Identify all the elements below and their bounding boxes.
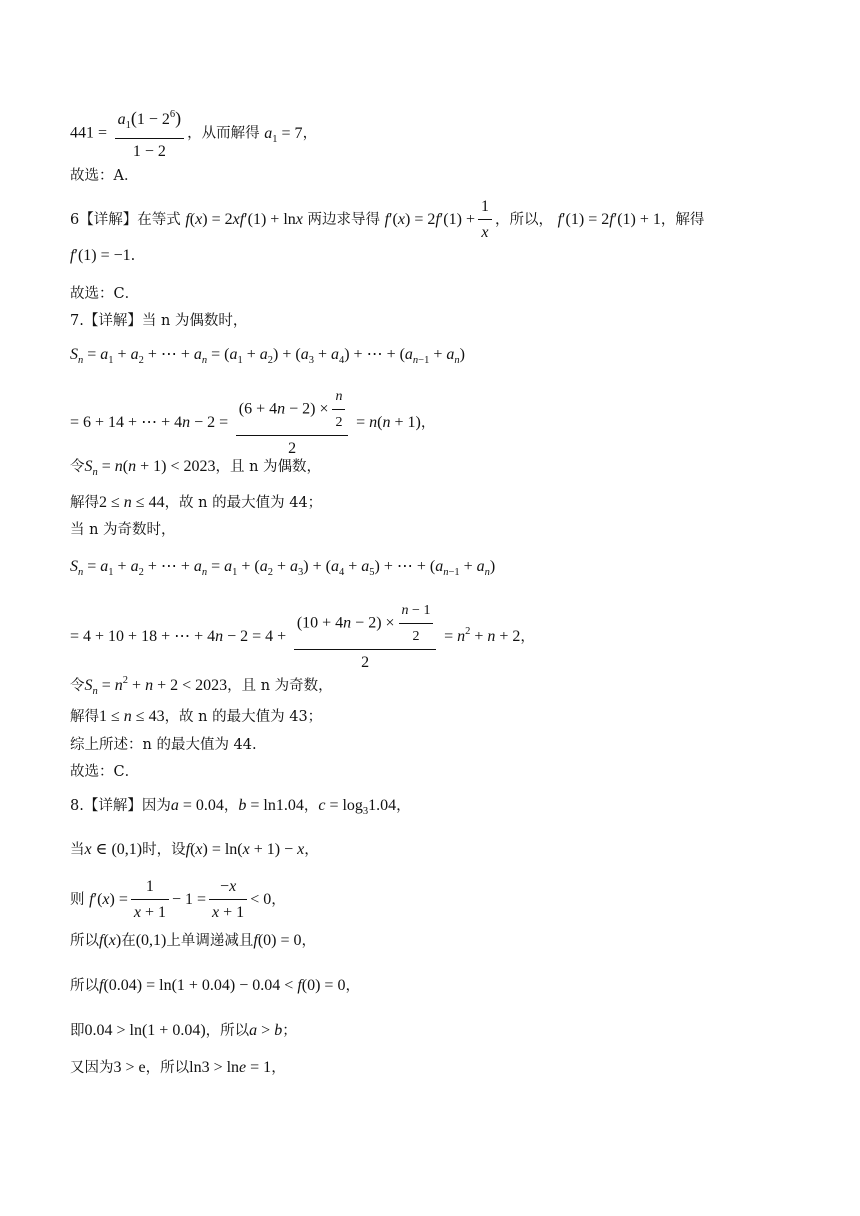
- text: 则: [70, 892, 85, 908]
- text: 所以: [70, 933, 99, 949]
- text: 所以: [70, 978, 99, 994]
- formula-line-12: $S_n = a_1 + a_2$ + ⋯ + $a_n = a_1 + (a_2 + a_3) + (a_4 + a_5)$ + ⋯ + $(a_{n-1} + a_n)$: [70, 558, 496, 578]
- text-line-20: 则 f′(x) = $\frac{1}{x + 1}$ − 1 = $\frac{-x}{x + 1}$ < 0，: [70, 876, 286, 924]
- text: 在: [121, 933, 136, 949]
- text: ，: [271, 892, 286, 908]
- text-line-14: 令$S_n = n^2 + n + 2 < 2023$，且 n 为奇数，: [70, 675, 333, 697]
- text: ，故 n 的最大值为 44；: [164, 495, 323, 511]
- formula-line-7: $S_n = a_1 + a_2$ + ⋯ + $a_n = (a_1 + a_2) + (a_3 + a_4)$ + ⋯ + $(a_{n-1} + a_n)$: [70, 346, 465, 366]
- text-line-15: 解得1 ≤ n ≤ 43，故 n 的最大值为 43；: [70, 708, 323, 725]
- text: ，解得: [660, 212, 705, 228]
- text: ，: [420, 415, 436, 431]
- text: ，所以，: [494, 212, 553, 228]
- text: ，所以: [205, 1023, 250, 1039]
- text-line-2: 故选：A．: [70, 168, 139, 184]
- text: ；: [282, 1023, 297, 1039]
- text-line-16: 综上所述：n 的最大值为 44.: [70, 737, 257, 753]
- text: ，: [396, 798, 411, 814]
- text-line-19: 当x ∈ (0,1)时，设f(x) = ln(x + 1) − x，: [70, 841, 319, 858]
- text: 令: [70, 678, 85, 694]
- text: ，: [520, 629, 535, 645]
- text-line-17: 故选：C．: [70, 764, 140, 780]
- text: ，: [303, 798, 319, 814]
- text: 当: [70, 842, 85, 858]
- text: ，: [271, 1060, 286, 1076]
- text-line-6: 7.【详解】当 n 为偶数时，: [70, 313, 248, 329]
- text-line-4: f′(1) = −1.: [70, 247, 136, 264]
- text: ，故 n 的最大值为 43；: [164, 709, 323, 725]
- text-line-5: 故选：C．: [70, 286, 140, 302]
- text: 8.【详解】因为: [70, 798, 171, 814]
- text-line-10: 解得2 ≤ n ≤ 44，故 n 的最大值为 44；: [70, 494, 323, 511]
- text: 即: [70, 1023, 85, 1039]
- text: 解得: [70, 709, 99, 725]
- formula-line-13: = 4 + 10 + 18 + ⋯ + 4n − 2 = 4 + (10 + 4n − 2) × $\frac{n - 1}{2}$ 2 = $n^2 + n + 2$，: [70, 600, 535, 674]
- text-line-18: 8.【详解】因为a = 0.04，b = ln1.04，$c = \log_31.04$，: [70, 797, 411, 817]
- formula-line-1: 441 = $\frac{a_1(1 - 2^6)}{1 - 2}$ ，从而解得 $a_1 = 7$，: [70, 104, 317, 163]
- text: ，从而解得: [187, 125, 260, 142]
- text: 解得: [70, 495, 99, 511]
- text-line-24: 又因为3 > e，所以ln3 > lne = 1，: [70, 1059, 286, 1076]
- text: ，: [304, 842, 319, 858]
- text: ，: [302, 125, 318, 142]
- text: 两边求导得: [307, 212, 380, 228]
- text: ，且 n 为偶数，: [215, 459, 322, 475]
- text: ，且 n 为奇数，: [227, 678, 333, 694]
- text-line-21: 所以f(x)在(0,1)上单调递减且f(0) = 0，: [70, 932, 317, 949]
- text-line-3: 6【详解】在等式 f(x) = 2xf′(1) + lnx 两边求导得 f′(x) = 2f′(1) + $\frac{1}{x}$ ，所以， f′(1) = 2f′(1) + 1，解得: [70, 196, 704, 244]
- text: 时，设: [142, 842, 186, 858]
- text: 又因为: [70, 1060, 114, 1076]
- text-line-11: 当 n 为奇数时，: [70, 522, 176, 538]
- text: 令: [70, 459, 85, 475]
- text: ，所以: [145, 1060, 190, 1076]
- text-line-9: 令$S_n = n(n + 1) < 2023$，且 n 为偶数，: [70, 458, 322, 478]
- text: ，: [223, 798, 239, 814]
- text: 上单调递减且: [166, 933, 254, 949]
- text-line-22: 所以f(0.04) = ln(1 + 0.04) − 0.04 < f(0) = 0，: [70, 977, 360, 994]
- text: ，: [345, 978, 360, 994]
- text-line-23: 即0.04 > ln(1 + 0.04)，所以a > b；: [70, 1022, 297, 1039]
- text: ，: [301, 933, 317, 949]
- text: .: [130, 248, 136, 264]
- formula-line-8: = 6 + 14 + ⋯ + 4n − 2 = (6 + 4n − 2) × $\frac{n}{2}$ 2 = n(n + 1)，: [70, 386, 435, 460]
- text: 6【详解】在等式: [70, 212, 181, 228]
